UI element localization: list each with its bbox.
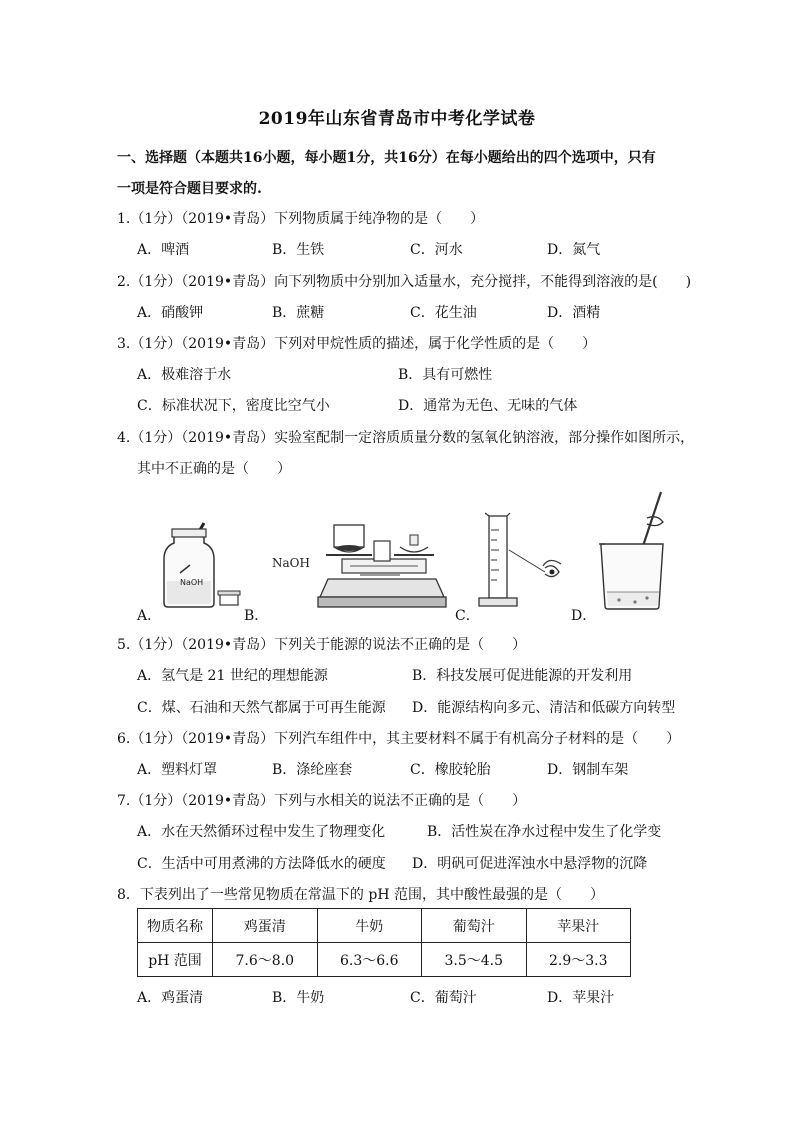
figure-c-graduated-cylinder	[475, 510, 585, 610]
question-5-stem: 5.（1分）（2019•青岛）下列关于能源的说法不正确的是（ ）	[117, 637, 527, 653]
ph-range-table	[137, 908, 631, 977]
q7-option-b: B．活性炭在净水过程中发生了化学变	[427, 824, 662, 840]
q1-option-c: C．河水	[410, 242, 463, 258]
table-cell: pH 范围	[138, 943, 213, 977]
q6-option-a: A．塑料灯罩	[137, 762, 218, 778]
q5-option-d: D．能源结构向多元、清洁和低碳方向转型	[412, 700, 676, 716]
q4-option-a: A．	[137, 608, 162, 624]
q8-option-c: C．葡萄汁	[410, 990, 477, 1006]
q5-option-a: A．氢气是 21 世纪的理想能源	[137, 668, 328, 684]
q2-option-a: A．硝酸钾	[137, 305, 204, 321]
q5-option-b: B．科技发展可促进能源的开发利用	[412, 668, 633, 684]
table-header-cell: 苹果汁	[526, 909, 631, 943]
table-cell: 7.6～8.0	[213, 943, 318, 977]
section-heading-line2: 一项是符合题目要求的.	[117, 181, 262, 197]
figure-a-reagent-bottle	[160, 515, 246, 611]
table-header-cell: 葡萄汁	[422, 909, 527, 943]
q8-option-d: D．苹果汁	[547, 990, 615, 1006]
q6-option-b: B．涤纶座套	[272, 762, 353, 778]
q6-option-d: D．钢制车架	[547, 762, 629, 778]
q3-option-c: C．标准状况下，密度比空气小	[137, 398, 330, 414]
q1-option-b: B．生铁	[272, 242, 325, 258]
question-6-stem: 6.（1分）（2019•青岛）下列汽车组件中，其主要材料不属于有机高分子材料的是（ ）	[117, 731, 681, 747]
q2-option-b: B．蔗糖	[272, 305, 325, 321]
question-1-stem: 1.（1分）（2019•青岛）下列物质属于纯净物的是（ ）	[117, 211, 485, 227]
q5-option-c: C．煤、石油和天然气都属于可再生能源	[137, 700, 386, 716]
q1-option-d: D．氮气	[547, 242, 601, 258]
q4-option-c: C．	[455, 608, 480, 624]
q4-option-b: B．	[244, 608, 269, 624]
question-4-stem-line2: 其中不正确的是（ ）	[137, 461, 291, 477]
q3-option-b: B．具有可燃性	[398, 367, 493, 383]
question-3-stem: 3.（1分）（2019•青岛）下列对甲烷性质的描述，属于化学性质的是（ ）	[117, 336, 597, 352]
q1-option-a: A．啤酒	[137, 242, 190, 258]
q7-option-c: C．生活中可用煮沸的方法降低水的硬度	[137, 856, 386, 872]
naoh-label: NaOH	[272, 556, 310, 570]
q3-option-a: A．极难溶于水	[137, 367, 232, 383]
page-title: 2019年山东省青岛市中考化学试卷	[258, 109, 536, 129]
q2-option-d: D．酒精	[547, 305, 601, 321]
table-cell: 3.5～4.5	[422, 943, 527, 977]
figure-d-beaker-stirring	[595, 488, 675, 612]
q4-option-d: D．	[571, 608, 597, 624]
table-header-cell: 牛奶	[317, 909, 422, 943]
table-cell: 2.9～3.3	[526, 943, 631, 977]
question-2-stem: 2.（1分）（2019•青岛）向下列物质中分别加入适量水，充分搅拌，不能得到溶液的是( )	[117, 274, 692, 290]
question-7-stem: 7.（1分）（2019•青岛）下列与水相关的说法不正确的是（ ）	[117, 793, 527, 809]
q7-option-d: D．明矾可促进浑浊水中悬浮物的沉降	[412, 856, 648, 872]
question-8-stem: 8．下表列出了一些常见物质在常温下的 pH 范围，其中酸性最强的是（ ）	[117, 887, 604, 903]
q8-option-b: B．牛奶	[272, 990, 325, 1006]
section-heading-line1: 一、选择题（本题共16小题，每小题1分，共16分）在每小题给出的四个选项中，只有	[117, 150, 656, 166]
table-header-cell: 鸡蛋清	[213, 909, 318, 943]
table-header-row	[138, 909, 631, 943]
question-4-stem-line1: 4.（1分）（2019•青岛）实验室配制一定溶质质量分数的氢氧化钠溶液，部分操作如图所示，	[117, 430, 695, 446]
q6-option-c: C．橡胶轮胎	[410, 762, 491, 778]
q7-option-a: A．水在天然循环过程中发生了物理变化	[137, 824, 386, 840]
table-row	[138, 943, 631, 977]
q2-option-c: C．花生油	[410, 305, 477, 321]
q8-option-a: A．鸡蛋清	[137, 990, 204, 1006]
figure-b-balance	[270, 517, 450, 613]
table-cell: 6.3～6.6	[317, 943, 422, 977]
bottle-label: NaOH	[180, 578, 204, 587]
q3-option-d: D．通常为无色、无味的气体	[398, 398, 578, 414]
table-header-cell: 物质名称	[138, 909, 213, 943]
